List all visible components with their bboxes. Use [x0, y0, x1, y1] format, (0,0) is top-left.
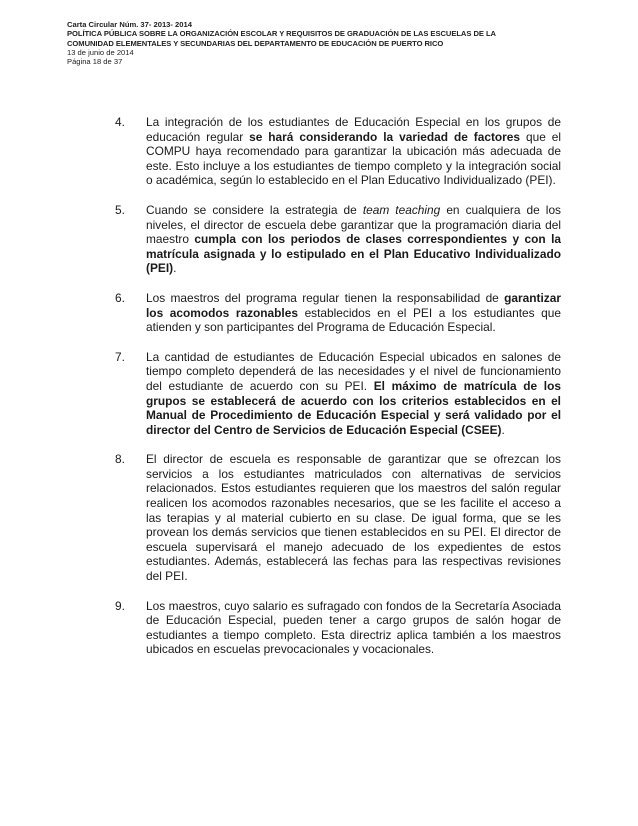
page-header — [67, 20, 607, 66]
item-number: 9 . — [115, 599, 125, 614]
policy-title-line-1: POLÍTICA PÚBLICA SOBRE LA ORGANIZACIÓN ESCOLAR Y REQUISITOS DE GRADUACIÓN DE LAS ESCUELAS DE LA — [67, 29, 496, 39]
item-text: establecidos en el PEI a los estudiantes que atienden y son participantes del Programa de Educación Especial. — [146, 305, 561, 335]
item-emphasis: El máximo de matrícula de los grupos se establecerá de acuerdo con los criterios establecidos en el Manual de Procedimiento de Educación Especial y será validado por el director del Centro de Servicios de Educación Especial (CSEE) — [146, 378, 561, 437]
item-number: 6 . — [115, 291, 125, 306]
item-text: . — [501, 422, 505, 437]
page-number: Página 18 de 37 — [67, 57, 123, 67]
item-text: que el COMPU haya recomendado para garantizar la ubicación más adecuada de este. Esto incluye a los estudiantes de tiempo completo y la integración social o académica, según lo establecido en el Plan Educativo Individualizado (PEI). — [146, 129, 562, 188]
list-item-6 — [115, 291, 561, 335]
item-text: . — [173, 261, 177, 276]
item-number: 8 . — [115, 452, 125, 467]
circular-number: Carta Circular Núm. 37- 2013- 2014 — [67, 20, 192, 29]
list-item-5 — [115, 203, 561, 276]
numbered-list — [115, 115, 561, 672]
item-text: Cuando se considere la estrategia de — [146, 202, 363, 217]
item-text: en cualquiera de los niveles, el director de escuela debe garantizar que la programación diaria del maestro — [146, 202, 562, 247]
item-text: La integración de los estudiantes de Educación Especial en los grupos de educación regular — [146, 115, 561, 144]
item-emphasis: cumpla con los periodos de clases correspondientes y con la matrícula asignada y lo estipulado en el Plan Educativo Individualizado (PEI) — [146, 232, 561, 276]
item-number: 5 . — [115, 203, 125, 218]
item-text: Los maestros del programa regular tienen la responsabilidad de — [146, 290, 505, 305]
item-italic-term: team teaching — [362, 202, 441, 217]
item-number: 7 . — [115, 350, 125, 365]
item-emphasis: se hará considerando la variedad de factores — [249, 129, 521, 144]
item-number: 4 . — [115, 115, 125, 130]
item-text: La cantidad de estudiantes de Educación Especial ubicados en salones de tiempo completo dependerá de las necesidades y el nivel de funcionamiento del estudiante de acuerdo con su PEI. — [146, 349, 561, 393]
list-item-4 — [115, 115, 561, 188]
header-date: 13 de junio de 2014 — [67, 47, 134, 57]
list-item-8 — [115, 452, 561, 583]
list-item-7 — [115, 350, 561, 438]
policy-title-line-2: COMUNIDAD ELEMENTALES Y SECUNDARIAS DEL DEPARTAMENTO DE EDUCACIÓN DE PUERTO RICO — [67, 38, 444, 48]
item-text: Los maestros, cuyo salario es sufragado con fondos de la Secretaría Asociada de Educación Especial, pueden tener a cargo grupos de salón hogar de estudiantes a tiempo completo. Esta directriz aplica también a los maestros ubicados en escuelas prevocacionales y vocacionales. — [146, 598, 561, 657]
item-emphasis: garantizar los acomodos razonables — [146, 290, 561, 320]
list-item-9 — [115, 599, 561, 657]
item-text: El director de escuela es responsable de garantizar que se ofrezcan los servicios a los estudiantes matriculados con alternativas de servicios relacionados. Estos estudiantes requieren que los maestros del salón regular realicen los acomodos razonables necesarios, que se les facilite el acceso a las terapias y al material cubierto en su clase. De igual forma, que se les provean los demás servicios que tienen establecidos en su PEI. El director de escuela supervisará el manejo adecuado de los expedientes de estos estudiantes. Además, establecerá las fechas para las respectivas revisiones del PEI. — [146, 452, 561, 584]
